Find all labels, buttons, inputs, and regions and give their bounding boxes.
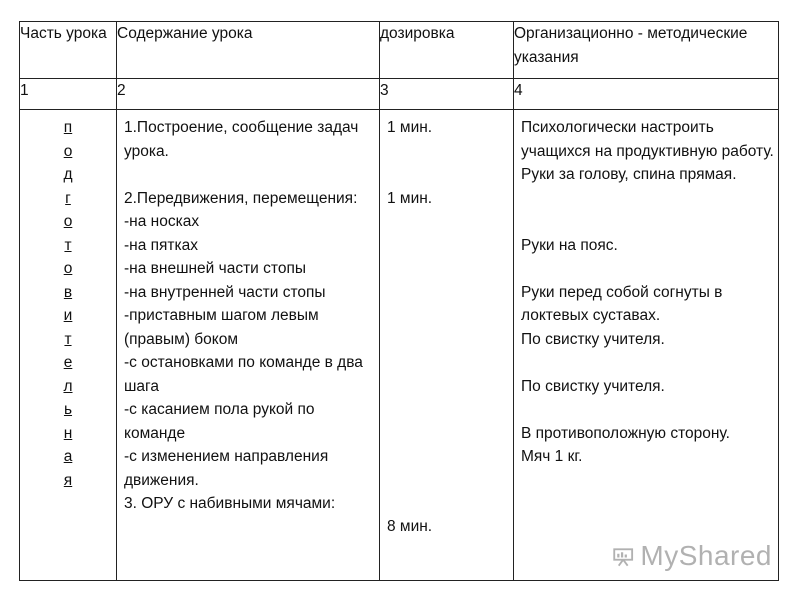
content-line: -с остановками по команде в два шага bbox=[124, 354, 363, 395]
note-6: По свистку учителя. bbox=[521, 377, 665, 395]
note-5: По свистку учителя. bbox=[521, 330, 665, 348]
column-number-row bbox=[20, 79, 779, 110]
note-7: В противоположную сторону. bbox=[521, 424, 730, 442]
vertical-letter: а bbox=[63, 448, 73, 465]
content-item-1: 1.Построение, сообщение задач урока. bbox=[124, 119, 359, 160]
vertical-letter: т bbox=[64, 236, 72, 254]
column-number: 4 bbox=[514, 79, 779, 110]
column-number: 2 bbox=[117, 79, 380, 110]
presentation-board-icon bbox=[612, 541, 634, 571]
content-line: -на внешней части стопы bbox=[124, 260, 306, 277]
header-part: Часть урока bbox=[20, 22, 117, 79]
vertical-letter: о bbox=[63, 213, 73, 230]
vertical-letter: и bbox=[63, 307, 73, 324]
lesson-plan-table bbox=[19, 21, 779, 581]
content-line: -на внутренней части стопы bbox=[124, 283, 326, 301]
notes-cell bbox=[514, 110, 779, 581]
content-line: -на носках bbox=[124, 213, 200, 230]
vertical-letter: н bbox=[63, 424, 73, 442]
vertical-letter: о bbox=[63, 260, 73, 277]
column-number: 3 bbox=[380, 79, 514, 110]
watermark-text: MyShared bbox=[640, 540, 772, 571]
note-2: Руки за голову, спина прямая. bbox=[521, 166, 737, 183]
vertical-letter: ь bbox=[63, 401, 73, 418]
lesson-content-cell bbox=[117, 110, 380, 581]
vertical-letter: в bbox=[63, 283, 73, 301]
dosage-2: 1 мин. bbox=[387, 189, 433, 207]
dosage-1: 1 мин. bbox=[387, 119, 433, 136]
vertical-letter: л bbox=[63, 377, 73, 395]
content-line: -приставным шагом левым (правым) боком bbox=[124, 307, 319, 348]
content-line: -с касанием пола рукой по команде bbox=[124, 401, 315, 442]
vertical-section-label bbox=[20, 110, 117, 581]
content-line: -на пятках bbox=[124, 236, 199, 254]
content-item-3: 3. ОРУ с набивными мячами: bbox=[124, 495, 336, 512]
vertical-letter: п bbox=[63, 119, 73, 136]
dosage-3: 8 мин. bbox=[387, 518, 433, 535]
lesson-body-row bbox=[20, 110, 779, 581]
vertical-letter: е bbox=[63, 354, 73, 371]
header-row bbox=[20, 22, 779, 79]
vertical-letter: о bbox=[63, 142, 73, 160]
note-1: Психологически настроить учащихся на продуктивную работу. bbox=[521, 119, 774, 160]
content-item-2-title: 2.Передвижения, перемещения: bbox=[124, 189, 358, 207]
column-number: 1 bbox=[20, 79, 117, 110]
header-notes: Организационно - методические указания bbox=[514, 22, 779, 79]
watermark bbox=[612, 538, 772, 574]
note-4: Руки перед собой согнуты в локтевых суставах. bbox=[521, 283, 723, 324]
header-dosage: дозировка bbox=[380, 22, 514, 79]
header-content: Содержание урока bbox=[117, 22, 380, 79]
content-line: -с изменением направления движения. bbox=[124, 448, 329, 489]
vertical-letter: д bbox=[63, 166, 73, 183]
vertical-letter: г bbox=[65, 189, 71, 207]
vertical-letter: я bbox=[63, 471, 73, 489]
dosage-cell bbox=[380, 110, 514, 581]
note-8: Мяч 1 кг. bbox=[521, 448, 583, 465]
vertical-letter: т bbox=[64, 330, 72, 348]
note-3: Руки на пояс. bbox=[521, 236, 618, 254]
